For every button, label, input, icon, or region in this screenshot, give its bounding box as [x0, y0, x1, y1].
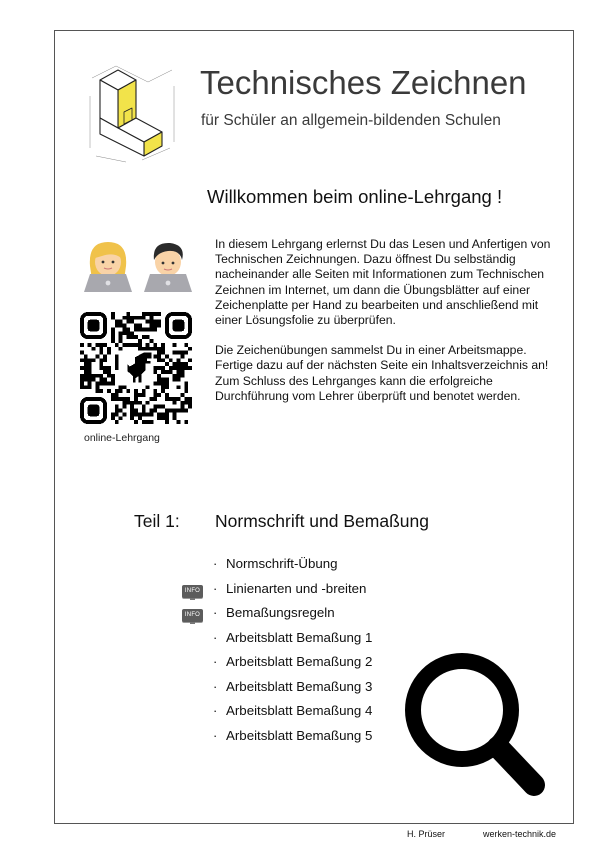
bullet: ·	[213, 654, 218, 669]
list-item-label: Arbeitsblatt Bemaßung 4	[226, 703, 373, 718]
bullet: ·	[213, 556, 218, 571]
footer-website[interactable]: werken-technik.de	[483, 829, 557, 839]
list-item[interactable]	[213, 556, 372, 581]
list-item[interactable]	[213, 728, 372, 753]
boy-laptop-avatar-icon	[140, 236, 196, 292]
qr-code[interactable]	[80, 312, 192, 424]
bullet: ·	[213, 727, 218, 743]
page-title: Technisches Zeichnen	[200, 64, 527, 101]
list-item-label: Arbeitsblatt Bemaßung 2	[226, 654, 373, 669]
intro-paragraph-1: In diesem Lehrgang erlernst Du das Lesen und Anfertigen von Technischen Zeichnungen. Dazu öffnest Du selbständig nacheinander alle Seiten mit Informationen zum Technischen Zeichnen im Internet, um dann die Übungsblätter auf einer Zeichenplatte per Hand zu bearbeiten und anschließend mit einer Lösungsfolie zu überprüfen.	[215, 237, 551, 328]
list-item-label: Normschrift-Übung	[226, 556, 338, 571]
bullet: ·	[213, 678, 218, 694]
list-item-label: Bemaßungsregeln	[226, 605, 335, 620]
footer-author: H. Prüser	[407, 829, 446, 839]
list-item-label: Arbeitsblatt Bemaßung 1	[226, 629, 373, 645]
technical-drawing-logo	[86, 56, 178, 164]
info-icon[interactable]: INFO	[182, 609, 203, 622]
section-label: Teil 1:	[134, 511, 180, 531]
magnifier-icon[interactable]	[400, 648, 550, 800]
list-item-label: Linienarten und -breiten	[226, 580, 367, 596]
list-item[interactable]	[213, 581, 372, 606]
girl-laptop-avatar-icon	[80, 236, 136, 292]
list-item[interactable]	[213, 654, 372, 679]
welcome-heading: Willkommen beim online-Lehrgang !	[207, 186, 503, 207]
exercise-list	[213, 556, 372, 752]
info-icon[interactable]: INFO	[182, 585, 203, 598]
list-item[interactable]	[213, 605, 372, 630]
list-item[interactable]	[213, 679, 372, 704]
page-subtitle: für Schüler an allgemein-bildenden Schulen	[201, 112, 501, 129]
qr-caption: online-Lehrgang	[84, 432, 160, 444]
bullet: ·	[213, 605, 218, 620]
bullet: ·	[213, 703, 218, 718]
section-title: Normschrift und Bemaßung	[215, 511, 429, 531]
bullet: ·	[213, 629, 218, 645]
list-item[interactable]	[213, 703, 372, 728]
list-item-label: Arbeitsblatt Bemaßung 3	[226, 678, 373, 694]
list-item[interactable]	[213, 630, 372, 655]
intro-paragraph-2: Die Zeichenübungen sammelst Du in einer Arbeitsmappe. Fertige dazu auf der nächsten Seite ein Inhaltsverzeichnis an! Zum Schluss des Lehrganges kann die erfolgreiche Durchführung vom Lehrer überprüft und benotet werden.	[215, 343, 549, 403]
intro-text	[215, 237, 555, 404]
bullet: ·	[213, 580, 218, 596]
list-item-label: Arbeitsblatt Bemaßung 5	[226, 727, 373, 743]
